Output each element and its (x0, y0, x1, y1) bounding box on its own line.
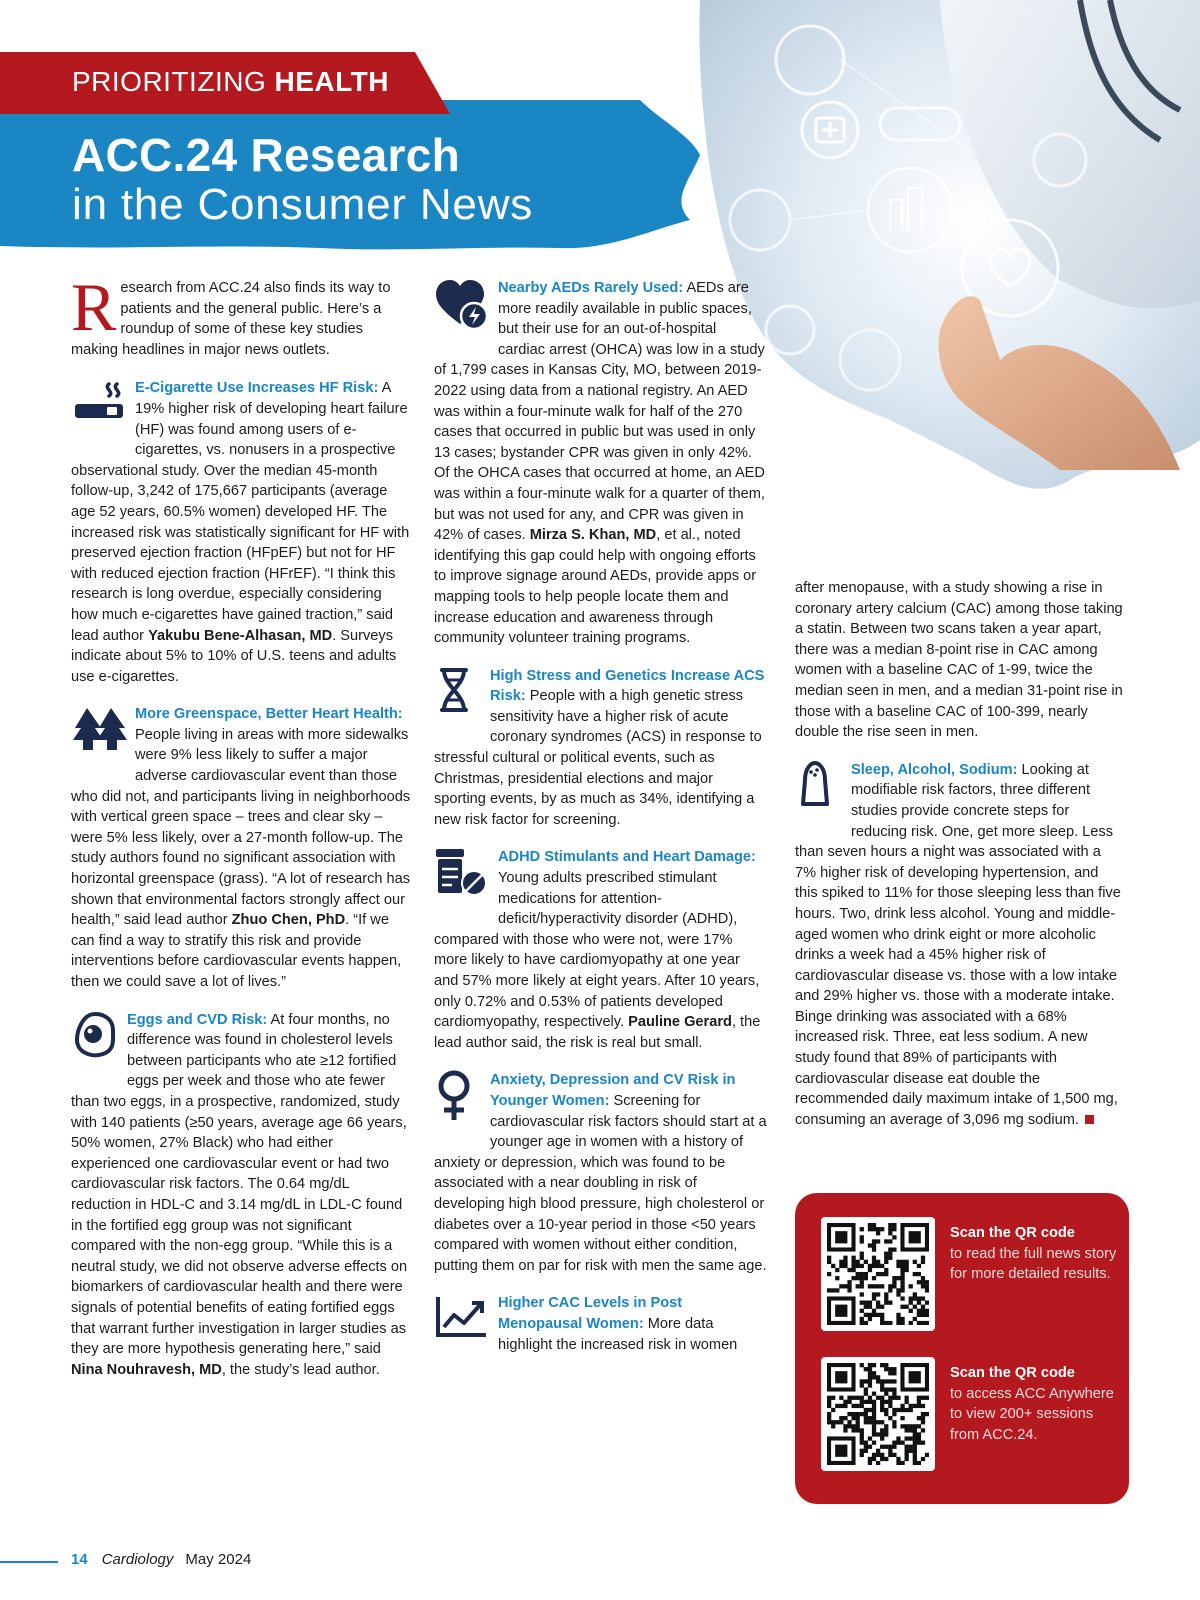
dna-icon (434, 666, 482, 728)
page-title: ACC.24 Research (72, 129, 461, 181)
article-stress-genetics: High Stress and Genetics Increase ACS Risk: People with a high genetic stress sensitivity have a higher risk of acute coronary syndromes (ACS) in response to stressful cultural or political events, such as Christmas, presidential elections and major sporting events, by as much as 34%, identifying a new risk factor for screening. (434, 667, 765, 828)
pills-icon (434, 847, 490, 909)
fried-egg-icon (71, 1010, 119, 1072)
issue-date: May 2024 (185, 1551, 252, 1568)
article-greenspace: More Greenspace, Better Heart Health: People living in areas with more sidewalks were 9% less likely to suffer a major adverse cardiovascular event than those who did not, and participants living in neighborhoods with vertical green space – trees and clear sky – were 5% less likely, over a 27-month follow-up. The study authors found no significant association with horizontal greenspace (grass). “A lot of research has shown that environmental factors strongly affect our health,” said lead author Zhuo Chen, PhD. “If we can find a way to stratify this risk and provide interventions before cardiovascular events happen, then we could save a lot of lives.” (71, 706, 411, 990)
salt-shaker-icon (795, 760, 843, 822)
qr-caption-acc-anywhere: Scan the QR code to access ACC Anywhere to view 200+ sessions from ACC.24. (950, 1365, 1114, 1443)
trend-chart-icon (434, 1293, 490, 1355)
article-sleep-alcohol-sodium: Sleep, Alcohol, Sodium: Looking at modifiable risk factors, three different studies provide concrete steps for reducing risk. One, get more sleep. Less than seven hours a night was associated with a 7% higher risk of developing hypertension, and this spiked to 11% for those sleeping less than five hours. Two, drink less alcohol. Young and middle-aged women who drink eight or more alcoholic drinks a week had a 45% higher risk of cardiovascular disease vs. those with a low intake and 29% higher vs. those with a moderate intake. Binge drinking was associated with a 68% increased risk. Three, eat less sodium. A new study found that 89% of participants with cardiovascular disease eat double the recommended daily maximum intake of 1,500 mg, consuming an average of 3,096 mg sodium. (795, 761, 1121, 1128)
column-left (71, 269, 411, 1397)
magazine-name: Cardiology (101, 1551, 174, 1568)
footer-rule (0, 1561, 58, 1563)
article-cac-continued: after menopause, with a study showing a rise in coronary artery calcium (CAC) among those taking a statin. Between two scans taken a year apart, there was a median 8-point rise in CAC among women with a baseline CAC of 1-99, twice the median seen in men, and a median 31-point rise in those with a baseline CAC of 100-399, nearly double the rise seen in men. (795, 580, 1123, 741)
trees-icon (71, 704, 127, 766)
page-number: 14 (71, 1551, 88, 1568)
column-right (795, 578, 1125, 1147)
heart-bolt-icon (434, 278, 490, 340)
female-symbol-icon (434, 1070, 482, 1132)
article-anxiety-depression: Anxiety, Depression and CV Risk in Younger Women: Screening for cardiovascular risk factors should start at a younger age in women with a history of anxiety or depression, which was found to be associated with a near doubling in risk of developing high blood pressure, high cholesterol or diabetes over a 10-year period in those <50 years compared with women without either condition, putting them on par for risk with men the same age. (434, 1072, 767, 1274)
article-ecigarette: E-Cigarette Use Increases HF Risk: A 19% higher risk of developing heart failure (HF) was found among users of e-cigarettes, vs. nonusers in a prospective observational study. Over the median 45-month follow-up, 3,242 of 175,667 participants (average age 52 years, 60.5% women) developed HF. The increased risk was statistically significant for HF with preserved ejection fraction (HFpEF) but not for HF with reduced ejection fraction (HFrEF). “I think this research is long overdue, especially considering how much e-cigarettes have gained traction,” said lead author Yakubu Bene-Alhasan, MD. Surveys indicate about 5% to 10% of U.S. teens and adults use e-cigarettes. (71, 380, 410, 685)
page-footer (71, 1551, 251, 1568)
qr-code-acc-anywhere[interactable] (821, 1357, 935, 1471)
qr-code-news-story[interactable] (821, 1217, 935, 1331)
article-eggs: Eggs and CVD Risk: At four months, no difference was found in cholesterol levels between participants who ate ≥12 fortified eggs per week and those who ate fewer than two eggs, in a prospective, randomized, study with 140 patients (≥50 years, average age 66 years, 50% women, 27% Black) who had either experienced one cardiovascular event or had two cardiovascular risk factors. The 0.64 mg/dL reduction in HDL-C and 3.14 mg/dL in LDL-C found in the fortified egg group was not significant compared with the non-egg group. “While this is a neutral study, we did not observe adverse effects on biomarkers of cardiovascular health and there were signals of potential benefits of eating fortified eggs that warrant further investigation in larger studies as they are more hypothesis generating here,” said Nina Nouhravesh, MD, the study’s lead author. (71, 1011, 408, 1378)
article-cac-postmenopausal: Higher CAC Levels in Post Menopausal Women: More data highlight the increased risk in women (434, 1293, 767, 1355)
end-of-article-mark (1085, 1115, 1094, 1124)
drop-cap: R (71, 269, 117, 345)
e-cigarette-icon (71, 378, 127, 440)
page-subtitle: in the Consumer News (72, 180, 534, 229)
column-middle (434, 278, 767, 1372)
intro-paragraph: Research from ACC.24 also finds its way to patients and the general public. Here’s a roundup of some of these key studies making headlines in major news outlets. (71, 269, 391, 358)
article-aed: Nearby AEDs Rarely Used: AEDs are more readily available in public spaces, but their use for an out-of-hospital cardiac arrest (OHCA) was low in a study of 1,799 cases in Kansas City, MO, between 2019-2022 using data from a national registry. An AED was within a four-minute walk for half of the 270 cases that occurred in public but was used in only 13 cases; bystander CPR was given in only 42%. Of the OHCA cases that occurred at home, an AED was within a four-minute walk for a quarter of them, but was not used for any, and CPR was given in 42% of cases. Mirza S. Khan, MD, et al., noted identifying this gap could help with ongoing efforts to improve signage around AEDs, provide apps or mapping tools to help people locate them and increase education and awareness through community volunteer training programs. (434, 280, 765, 647)
qr-caption-news: Scan the QR code to read the full news story for more detailed results. (950, 1225, 1117, 1282)
qr-promo-box (795, 1193, 1129, 1504)
section-kicker: PRIORITIZING HEALTH (72, 66, 389, 97)
article-adhd: ADHD Stimulants and Heart Damage: Young adults prescribed stimulant medications for attention-deficit/hyperactivity disorder (ADHD), compared with those who were not, were 17% more likely to have cardiomyopathy at one year and 57% more likely at eight years. After 10 years, only 0.72% and 0.53% of patients developed cardiomyopathy, respectively. Pauline Gerard, the lead author said, the risk is real but small. (434, 849, 761, 1051)
